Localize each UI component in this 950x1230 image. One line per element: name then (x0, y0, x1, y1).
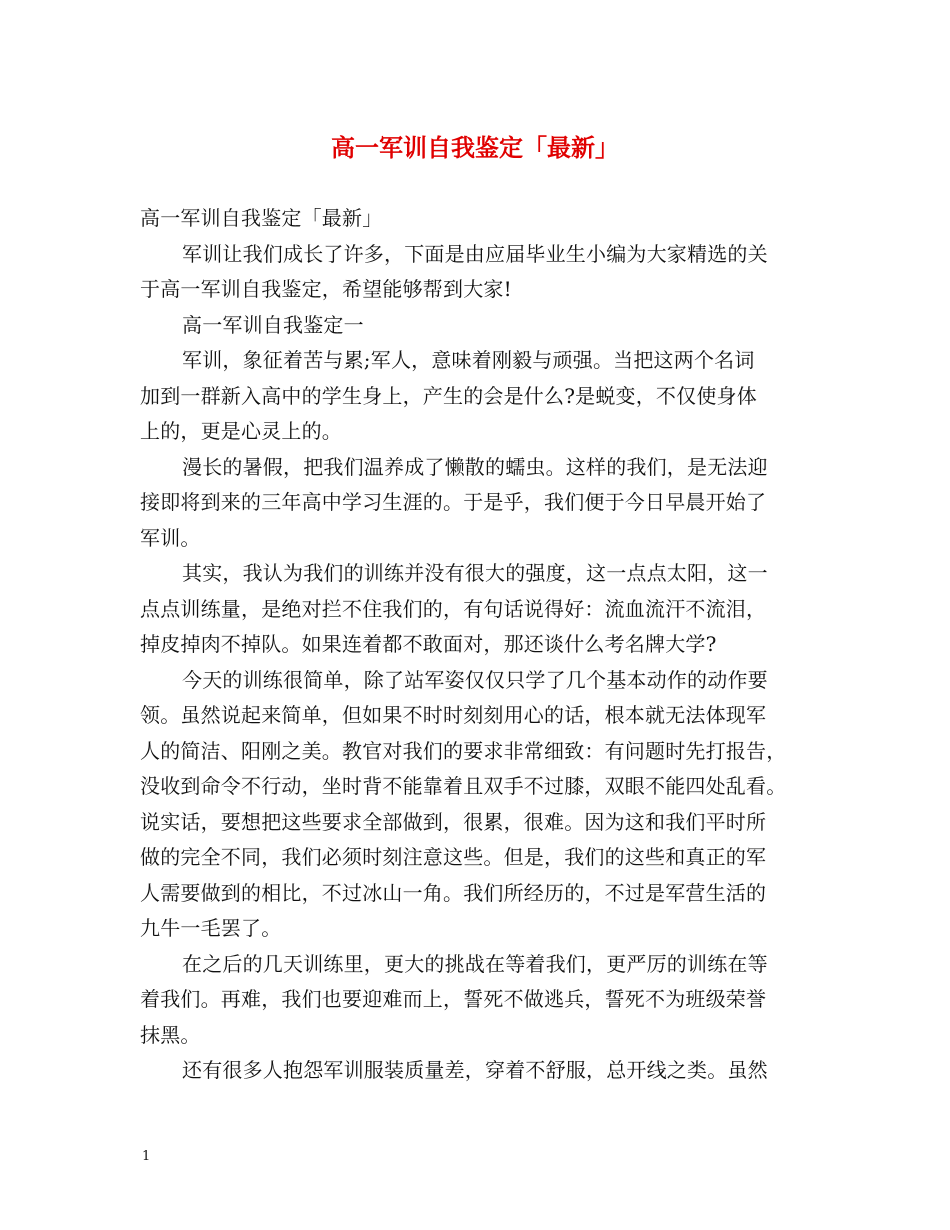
page-number: 1 (142, 1149, 151, 1164)
paragraph-line: 抹黑。 (140, 1022, 201, 1047)
paragraph-line: 军训。 (140, 525, 201, 550)
paragraph-line: 接即将到来的三年高中学习生涯的。于是乎，我们便于今日早晨开始了 (140, 490, 767, 514)
body-paragraph (140, 1053, 820, 1089)
paragraph-line: 于高一军训自我鉴定，希望能够帮到大家! (140, 277, 512, 301)
paragraph-line: 高一军训自我鉴定「最新」 (140, 206, 383, 230)
document-body (140, 201, 820, 1089)
paragraph-line: 上的，更是心灵上的。 (140, 419, 342, 443)
paragraph-line: 军训让我们成长了许多，下面是由应届毕业生小编为大家精选的关 (182, 241, 768, 266)
paragraph-line: 掉皮掉肉不掉队。如果连着都不敢面对，那还谈什么考名牌大学? (140, 632, 717, 656)
paragraph-line: 人的简洁、阳刚之美。教官对我们的要求非常细致：有问题时先打报告， (140, 738, 787, 763)
paragraph-line: 没收到命令不行动，坐时背不能靠着且双手不过膝，双眼不能四处乱看。 (140, 774, 787, 798)
paragraph-line: 加到一群新入高中的学生身上，产生的会是什么?是蜕变，不仅使身体 (140, 383, 757, 408)
paragraph-line: 今天的训练很简单，除了站军姿仅仅只学了几个基本动作的动作要 (182, 667, 768, 692)
paragraph-line: 做的完全不同，我们必须时刻注意这些。但是，我们的这些和真正的军 (140, 845, 767, 869)
body-paragraph (140, 663, 820, 947)
paragraph-line: 着我们。再难，我们也要迎难而上，誓死不做逃兵，誓死不为班级荣誉 (140, 987, 767, 1011)
body-paragraph (140, 450, 820, 557)
body-paragraph (140, 343, 820, 450)
body-paragraph (140, 308, 820, 344)
body-paragraph (140, 237, 820, 308)
paragraph-line: 漫长的暑假，把我们温养成了懒散的蠕虫。这样的我们，是无法迎 (182, 454, 768, 479)
body-paragraph (140, 947, 820, 1054)
paragraph-line: 领。虽然说起来简单，但如果不时时刻刻用心的话，根本就无法体现军 (140, 703, 767, 727)
paragraph-line: 人需要做到的相比，不过冰山一角。我们所经历的，不过是军营生活的 (140, 880, 767, 905)
paragraph-line: 高一军训自我鉴定一 (182, 312, 364, 337)
body-paragraph (140, 201, 820, 237)
paragraph-line: 还有很多人抱怨军训服装质量差，穿着不舒服，总开线之类。虽然 (182, 1058, 768, 1082)
paragraph-line: 军训，象征着苦与累;军人，意味着刚毅与顽强。当把这两个名词 (182, 348, 755, 372)
paragraph-line: 九牛一毛罢了。 (140, 916, 282, 940)
paragraph-line: 在之后的几天训练里，更大的挑战在等着我们，更严厉的训练在等 (182, 951, 768, 976)
body-paragraph (140, 556, 820, 663)
document-title: 高一军训自我鉴定「最新」 (331, 133, 619, 162)
paragraph-line: 点点训练量，是绝对拦不住我们的，有句话说得好：流血流汗不流泪， (140, 596, 767, 621)
paragraph-line: 说实话，要想把这些要求全部做到，很累，很难。因为这和我们平时所 (140, 809, 767, 834)
paragraph-line: 其实，我认为我们的训练并没有很大的强度，这一点点太阳，这一 (182, 561, 768, 585)
